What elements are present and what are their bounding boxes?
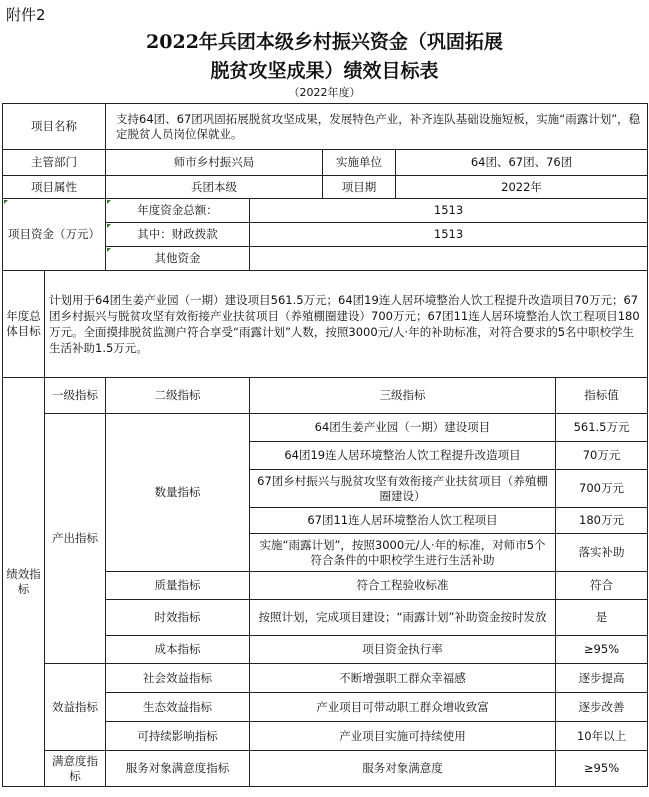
satisfaction-level1-label: 满意度指标 (45, 751, 106, 787)
quantity-item-value: 180万元 (556, 508, 648, 534)
benefit-item-name: 不断增强职工群众幸福感 (250, 664, 556, 693)
funds-total-label: 年度资金总额： (106, 199, 250, 223)
quantity-item-name: 64团生姜产业园（一期）建设项目 (250, 414, 556, 442)
benefit-item-value: 逐步改善 (556, 693, 648, 722)
cost-indicator-name: 项目资金执行率 (250, 636, 556, 664)
dept-label: 主管部门 (3, 150, 106, 176)
output-indicator-label: 产出指标 (45, 414, 106, 664)
table-row (3, 414, 648, 442)
header-level2: 二级指标 (106, 378, 250, 414)
period-label: 项目期 (323, 176, 396, 199)
quantity-item-name: 64团19连人居环境整治人饮工程提升改造项目 (250, 442, 556, 470)
funds-fiscal-label: 其中：财政拨款 (106, 223, 250, 247)
impl-value: 64团、67团、76团 (396, 150, 648, 176)
benefit-item-value: 逐步提高 (556, 664, 648, 693)
quantity-item-name: 实施“雨露计划”，按照3000元/人·年的标准，对师市5个符合条件的中职校学生进行生活补助 (250, 534, 556, 572)
satisfaction-indicator-label: 服务对象满意度指标 (106, 751, 250, 787)
performance-table (2, 103, 648, 787)
page-title-line-1: 2022年兵团本级乡村振兴资金（巩固拓展 (146, 31, 503, 53)
timeliness-indicator-name: 按照计划，完成项目建设；“雨露计划”补助资金按时发放 (250, 600, 556, 636)
header-level3: 三级指标 (250, 378, 556, 414)
row-department (3, 150, 648, 176)
page-subtitle: （2022年度） (288, 86, 361, 99)
annual-goal-label: 年度总体目标 (3, 271, 45, 378)
funds-other-value (250, 247, 648, 271)
benefit-indicator-label: 效益指标 (45, 664, 106, 751)
header-level1: 一级指标 (45, 378, 106, 414)
funds-fiscal-value: 1513 (250, 223, 648, 247)
quantity-item-value: 落实补助 (556, 534, 648, 572)
quantity-item-value: 700万元 (556, 470, 648, 508)
benefit-item-name: 产业项目实施可持续使用 (250, 722, 556, 751)
funds-total-value: 1513 (250, 199, 648, 223)
quantity-item-name: 67团11连人居环境整治人饮工程项目 (250, 508, 556, 534)
timeliness-indicator-label: 时效指标 (106, 600, 250, 636)
benefit-item-label: 可持续影响指标 (106, 722, 250, 751)
row-funds-total (3, 199, 648, 223)
satisfaction-indicator-value: ≥95% (556, 751, 648, 787)
dept-value: 师市乡村振兴局 (106, 150, 323, 176)
page-title-line-2: 脱贫攻坚成果）绩效目标表 (210, 60, 439, 82)
quality-indicator-name: 符合工程验收标准 (250, 572, 556, 600)
project-name-label: 项目名称 (3, 104, 106, 150)
benefit-item-name: 产业项目可带动职工群众增收致富 (250, 693, 556, 722)
cost-indicator-label: 成本指标 (106, 636, 250, 664)
table-row (3, 751, 648, 787)
funds-label: 项目资金（万元） (3, 199, 106, 271)
timeliness-indicator-value: 是 (556, 600, 648, 636)
attr-value: 兵团本级 (106, 176, 323, 199)
project-name-value: 支持64团、67团巩固拓展脱贫攻坚成果，发展特色产业，补齐连队基础设施短板，实施“雨露计划”，稳定脱贫人员岗位保就业。 (106, 104, 648, 150)
performance-indicator-label: 绩效指标 (3, 378, 45, 787)
benefit-item-label: 社会效益指标 (106, 664, 250, 693)
funds-other-label: 其他资金 (106, 247, 250, 271)
cost-indicator-value: ≥95% (556, 636, 648, 664)
quality-indicator-label: 质量指标 (106, 572, 250, 600)
row-attribute (3, 176, 648, 199)
table-row (3, 664, 648, 693)
row-project-name (3, 104, 648, 150)
quantity-item-value: 70万元 (556, 442, 648, 470)
header-value: 指标值 (556, 378, 648, 414)
quantity-indicator-label: 数量指标 (106, 414, 250, 572)
row-annual-goal (3, 271, 648, 378)
period-value: 2022年 (396, 176, 648, 199)
impl-label: 实施单位 (323, 150, 396, 176)
attr-label: 项目属性 (3, 176, 106, 199)
benefit-item-value: 10年以上 (556, 722, 648, 751)
quality-indicator-value: 符合 (556, 572, 648, 600)
row-indicator-headers (3, 378, 648, 414)
quantity-item-value: 561.5万元 (556, 414, 648, 442)
benefit-item-label: 生态效益指标 (106, 693, 250, 722)
quantity-item-name: 67团乡村振兴与脱贫攻坚有效衔接产业扶贫项目（养殖棚圈建设） (250, 470, 556, 508)
annual-goal-value: 计划用于64团生姜产业园（一期）建设项目561.5万元；64团19连人居环境整治人饮工程提升改造项目70万元；67团乡村振兴与脱贫攻坚有效衔接产业扶贫项目（养殖棚圈建设）700万元；67团11连人居环境整治人饮工程项目180万元。全面摸排脱贫监测户符合享受“雨露计划”人数，按照3000元/人·年的补助标准，对符合要求的5名中职校学生生活补助1.5万元。 (45, 271, 648, 378)
attachment-label: 附件2 (6, 6, 46, 24)
satisfaction-indicator-name: 服务对象满意度 (250, 751, 556, 787)
